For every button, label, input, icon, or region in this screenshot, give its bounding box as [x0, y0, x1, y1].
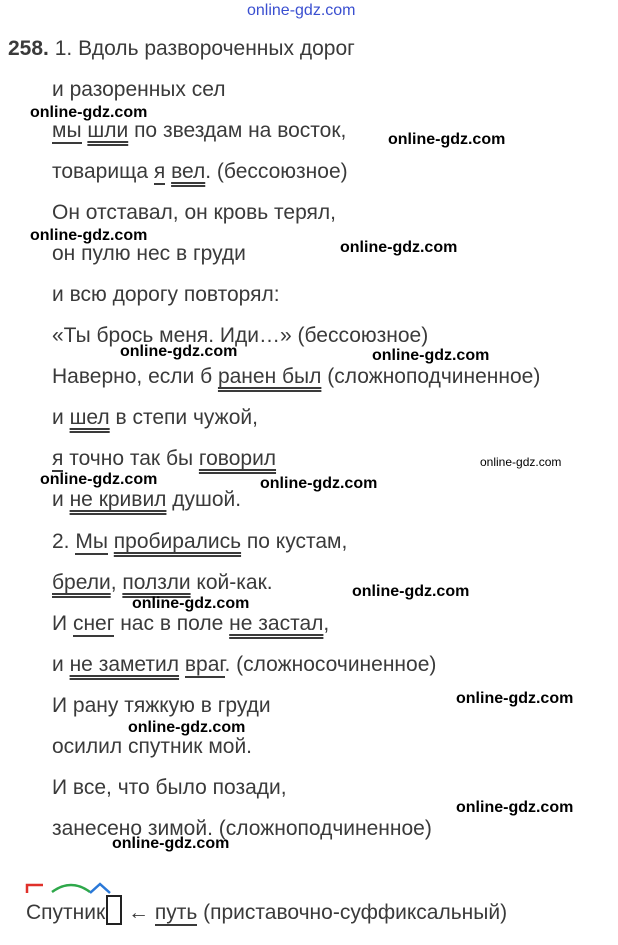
text: нас в поле — [114, 612, 230, 635]
text: 2. — [52, 530, 76, 553]
text: и — [52, 488, 70, 511]
watermark: online-gdz.com — [112, 835, 230, 852]
morph-source-word: путь — [154, 901, 198, 924]
poem-line: И рану тяжкую в груди — [52, 694, 271, 717]
poem-line: осилил спутник мой. — [52, 735, 253, 758]
poem-line: он пулю нес в груди — [52, 242, 246, 265]
subject: мы — [52, 119, 82, 142]
predicate: пробирались — [113, 530, 242, 553]
exercise-number: 258. — [8, 37, 49, 60]
watermark: online-gdz.com — [456, 690, 574, 707]
predicate: брели — [52, 571, 111, 594]
predicate: не застал — [229, 612, 324, 635]
watermark: online-gdz.com — [340, 239, 458, 256]
predicate: говорил — [198, 447, 277, 470]
watermark: online-gdz.com — [128, 719, 246, 736]
watermark: online-gdz.com — [388, 131, 506, 148]
morph-word: Спутник — [26, 901, 106, 924]
poem-line: «Ты брось меня. Иди…» (бессоюзное) — [52, 324, 429, 347]
text: по кустам, — [241, 530, 348, 553]
text: . (сложносочиненное) — [224, 653, 437, 676]
poem-line: Он отставал, он кровь терял, — [52, 201, 337, 224]
predicate: не кривил — [69, 488, 167, 511]
text: точно так бы — [63, 447, 199, 470]
watermark: online-gdz.com — [120, 343, 238, 360]
text: кой-как. — [190, 571, 273, 594]
watermark: online-gdz.com — [352, 583, 470, 600]
arrow-left-icon: ← — [128, 901, 150, 924]
predicate: вел — [171, 160, 206, 183]
suffix-mark — [90, 884, 110, 893]
predicate: ползли — [122, 571, 191, 594]
text: и — [52, 406, 70, 429]
subject: я — [52, 447, 64, 470]
watermark: online-gdz.com — [30, 104, 148, 121]
morph-note: (приставочно-суффиксальный) — [197, 901, 508, 924]
text: 1. Вдоль развороченных дорог — [54, 37, 355, 60]
subject: Мы — [75, 530, 108, 553]
text: И — [52, 612, 73, 635]
watermark-top: online-gdz.com — [247, 2, 356, 19]
watermark: online-gdz.com — [30, 227, 148, 244]
text: , — [323, 612, 330, 635]
text: Наверно, если б — [52, 365, 218, 388]
predicate: шли — [87, 119, 129, 142]
predicate: не заметил — [69, 653, 180, 676]
watermark: online-gdz.com — [132, 595, 250, 612]
text: и — [52, 653, 70, 676]
watermark: online-gdz.com — [372, 347, 490, 364]
text: душой. — [166, 488, 242, 511]
predicate: ранен был — [217, 365, 322, 388]
watermark: online-gdz.com — [456, 799, 574, 816]
subject: я — [153, 160, 166, 183]
poem-line: и разоренных сел — [52, 78, 226, 101]
subject: снег — [72, 612, 115, 635]
predicate: шел — [69, 406, 110, 429]
text: (сложноподчиненное) — [321, 365, 541, 388]
root-mark — [52, 885, 90, 892]
poem-line: занесено зимой. (сложноподчиненное) — [52, 817, 432, 840]
watermark: online-gdz.com — [40, 471, 158, 488]
text: товарища — [52, 160, 154, 183]
prefix-mark — [27, 885, 43, 893]
watermark: online-gdz.com — [260, 475, 378, 492]
poem-line: И все, что было позади, — [52, 776, 287, 799]
text: по звездам на восток, — [134, 119, 347, 142]
poem-line: и всю дорогу повторял: — [52, 283, 280, 306]
subject: враг — [184, 653, 225, 676]
text: , — [110, 571, 123, 594]
text: . (бессоюзное) — [205, 160, 348, 183]
watermark: online-gdz.com — [480, 455, 562, 469]
text: в степи чужой, — [109, 406, 258, 429]
